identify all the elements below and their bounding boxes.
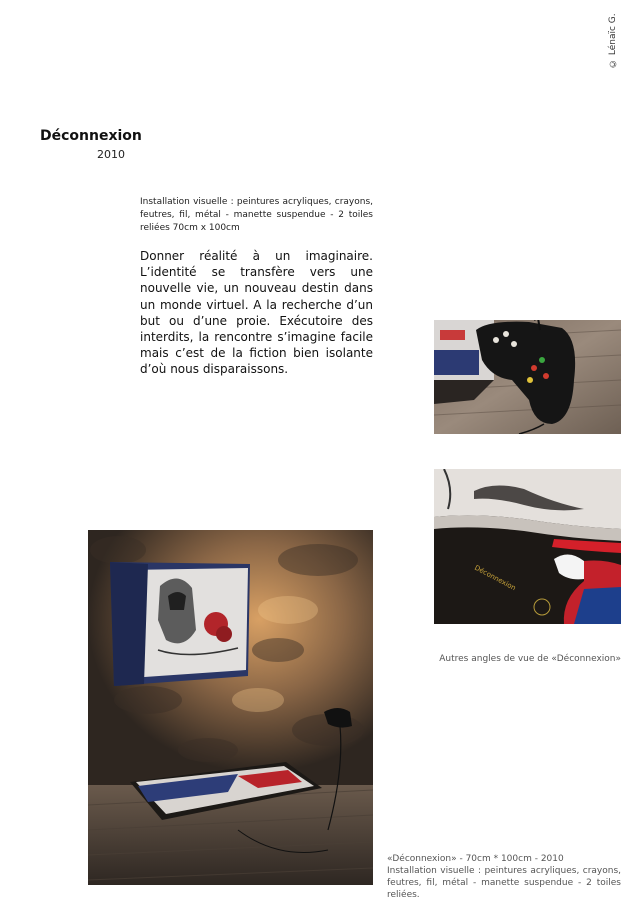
artwork-description: Donner réalité à un imaginaire. L’identité se transfère vers une nouvelle vie, un nouveau destin dans un monde virtuel. A la recherche d’un but ou d’une proie. Exécutoire des interdits, la rencontre s’imagine facile mais c’est de la fiction bien isolante d’où nous disparaissons.: [140, 249, 373, 377]
caption-line-1: «Déconnexion» - 70cm * 100cm - 2010: [387, 854, 564, 864]
photo-painting-detail: [434, 469, 621, 624]
other-angles-label: Autres angles de vue de «Déconnexion»: [439, 654, 621, 664]
photo-caption: [387, 853, 621, 901]
artwork-specs: Installation visuelle : peintures acryliques, crayons, feutres, fil, métal - manette suspendue - 2 toiles reliées 70cm x 100cm: [140, 197, 373, 233]
artwork-title: Déconnexion: [40, 128, 142, 144]
photo-controller-closeup: [434, 320, 621, 434]
svg-text:Déconnexion: Déconnexion: [473, 563, 518, 593]
caption-line-2: Installation visuelle : peintures acryliques, crayons, feutres, fil, métal - manette suspendue - 2 toiles reliées.: [387, 866, 621, 900]
photo-installation-main: [88, 530, 373, 885]
copyright-credit: © Lénaïc G.: [608, 13, 618, 68]
artwork-year: 2010: [97, 148, 125, 161]
